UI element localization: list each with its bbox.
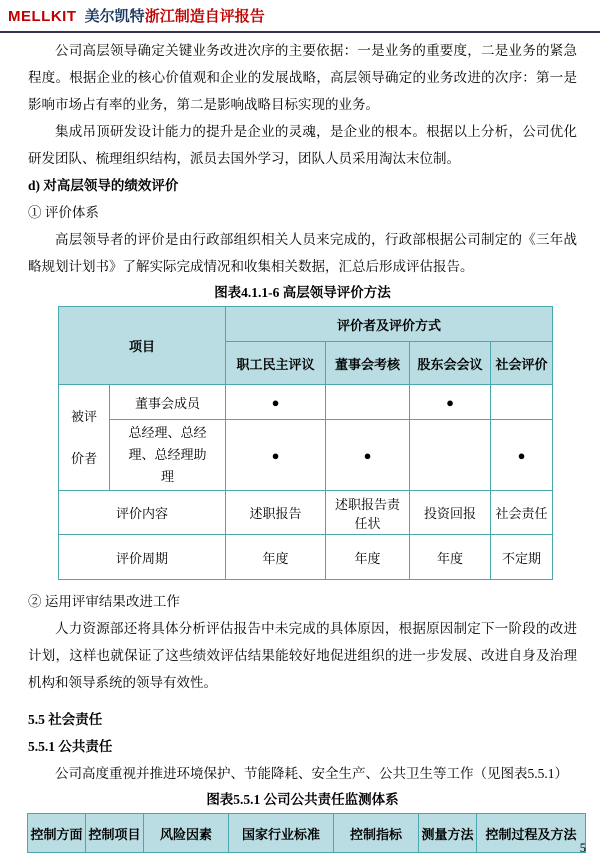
- mark-cell: [326, 385, 410, 420]
- page-body: [0, 33, 600, 853]
- row-label-cell: 评价周期: [59, 535, 226, 580]
- report-title: 浙江制造自评报告: [144, 8, 265, 25]
- mark-cell: [410, 420, 491, 491]
- evaluatee-label-cell: 总经理、总经理、总经理助理: [110, 420, 226, 491]
- paragraph-public-work: 公司高度重视并推进环境保护、节能降耗、安全生产、公共卫生等工作（见图表5.5.1）: [55, 766, 568, 781]
- value-cell: 年度: [410, 535, 491, 580]
- table-header-row: [28, 814, 586, 853]
- column-header-cell: 测量方法: [419, 814, 477, 853]
- mark-cell: ●: [326, 420, 410, 491]
- mark-cell: ●: [410, 385, 491, 420]
- table1-caption: 图表4.1.1-6 高层领导评价方法: [214, 285, 391, 300]
- table-row: [59, 385, 553, 420]
- table2-caption: 图表5.5.1 公司公共责任监测体系: [206, 792, 399, 807]
- public-responsibility-table: [27, 813, 586, 853]
- paragraph-rd-capability: 集成吊顶研发设计能力的提升是企业的灵魂，是企业的根本。根据以上分析，公司优化研发团队、梳理组织结构，派员去国外学习，团队人员采用淘汰末位制。: [28, 124, 577, 166]
- value-cell: 社会责任: [491, 491, 553, 535]
- brand-logo-text: MELLKIT: [8, 8, 77, 25]
- table-row: [59, 491, 553, 535]
- mark-cell: ●: [226, 385, 326, 420]
- company-name: 美尔凯特: [84, 8, 145, 25]
- value-cell: 年度: [326, 535, 410, 580]
- row-label-cell: 评价内容: [59, 491, 226, 535]
- mark-cell: [491, 385, 553, 420]
- mark-cell: ●: [491, 420, 553, 491]
- row-group-label-cell: 被评价者: [59, 385, 110, 491]
- evaluatee-label-cell: 董事会成员: [110, 385, 226, 420]
- value-cell: 述职报告责任状: [326, 491, 410, 535]
- heading-social-responsibility: 5.5 社会责任: [28, 712, 103, 727]
- table-header-row: [59, 307, 553, 342]
- page-header: [0, 0, 600, 33]
- value-cell: 投资回报: [410, 491, 491, 535]
- column-header-cell: 控制方面: [28, 814, 86, 853]
- column-header-cell: 风险因素: [144, 814, 229, 853]
- value-cell: 述职报告: [226, 491, 326, 535]
- leadership-evaluation-table: [58, 306, 553, 580]
- table-row: [59, 535, 553, 580]
- column-header-cell: 控制项目: [86, 814, 144, 853]
- page-number: 5: [579, 841, 586, 855]
- evaluator-header-cell: 职工民主评议: [226, 342, 326, 385]
- paragraph-evaluation-process: 高层领导者的评价是由行政部组织相关人员来完成的，行政部根据公司制定的《三年战略规划计划书》了解实际完成情况和收集相关数据，汇总后形成评估报告。: [28, 232, 577, 274]
- column-header-cell: 国家行业标准: [229, 814, 334, 853]
- evaluator-header-cell: 社会评价: [491, 342, 553, 385]
- paragraph-hr-analysis: 人力资源部还将具体分析评估报告中未完成的具体原因，根据原因制定下一阶段的改进计划，这样也就保证了这些绩效评估结果能较好地促进组织的进一步发展、改进自身及治理机构和领导系统的领导有效性。: [28, 621, 577, 690]
- evaluator-header-cell: 股东会会议: [410, 342, 491, 385]
- group-header-cell: 评价者及评价方式: [226, 307, 553, 342]
- subheading-evaluation-system: ① 评价体系: [28, 205, 99, 220]
- value-cell: 年度: [226, 535, 326, 580]
- table-row: [59, 420, 553, 491]
- paragraph-improvement-order: 公司高层领导确定关键业务改进次序的主要依据：一是业务的重要度，二是业务的紧急程度。根据企业的核心价值观和企业的发展战略，高层领导确定的业务改进的次序：第一是影响市场占有率的业务，第二是影响战略目标实现的业务。: [28, 43, 577, 112]
- mark-cell: ●: [226, 420, 326, 491]
- heading-performance-evaluation: d) 对高层领导的绩效评价: [28, 178, 179, 193]
- value-cell: 不定期: [491, 535, 553, 580]
- evaluator-header-cell: 董事会考核: [326, 342, 410, 385]
- column-header-cell: 控制指标: [334, 814, 419, 853]
- heading-public-responsibility: 5.5.1 公共责任: [28, 739, 113, 754]
- corner-header-cell: 项目: [59, 307, 226, 385]
- column-header-cell: 控制过程及方法: [477, 814, 586, 853]
- subheading-apply-results: ② 运用评审结果改进工作: [28, 594, 180, 609]
